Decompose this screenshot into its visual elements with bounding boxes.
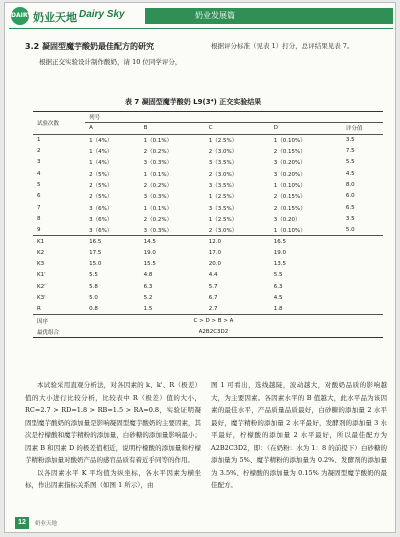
order-row	[33, 315, 383, 326]
k-row	[33, 304, 383, 315]
table-cell: K1'	[37, 272, 46, 279]
body-text-left	[25, 379, 201, 492]
section-heading: 3.2 凝固型魔芋酸奶最佳配方的研究	[25, 42, 154, 51]
table-cell: 16.5	[89, 238, 102, 245]
table-cell: 3（0.20%）	[273, 160, 306, 167]
table-cell: 2（0.15%）	[273, 205, 306, 212]
page-header	[5, 3, 396, 31]
header-score: 评分值	[345, 126, 363, 133]
intro-text-right: 根据评分标准（见表 1）打分，总评结果见表 7。	[211, 42, 354, 50]
table-cell: 1（2.5%）	[208, 194, 238, 201]
table-cell: K3'	[37, 294, 46, 301]
table-cell: 2.7	[208, 305, 218, 312]
body-paragraph: 本试验采用直观分析法，对各因素的 k、k'、R（极差）值的大小进行比较分析，比较表中 R（极差）值的大小，RC=2.7 > RD=1.8 > RB=1.5 > RA=0.8，实验证明凝固型魔芋酸奶的添加量是影响凝固型魔芋酸奶的主要因素，其次是柠檬酸和魔芋精粉的添加量，白砂糖的添加量影响最小；因素 B 和因素 D 的极差值相近，说明柠檬酸的添加量和柠檬芋精粉添加量对酸奶产品的感官品质有着近乎同等的作用。	[25, 381, 201, 464]
table-cell: 5.2	[143, 294, 153, 301]
table-cell: 4	[37, 170, 41, 177]
table-cell: 3（3.5%）	[208, 205, 238, 212]
k-row	[33, 281, 383, 292]
table-cell: 5.0	[89, 294, 98, 301]
table-cell: 0.8	[89, 305, 98, 312]
table-cell: 17.0	[208, 249, 221, 256]
table-cell-empty	[342, 270, 383, 281]
table-cell: 1.8	[273, 305, 283, 312]
table-cell: 19.0	[143, 249, 156, 256]
k-row	[33, 270, 383, 281]
table-cell: 5.5	[273, 272, 283, 279]
table-cell: 6.3	[273, 283, 283, 290]
k-row	[33, 247, 383, 258]
table-cell: 6.5	[345, 204, 355, 211]
table-cell: 1.5	[143, 305, 153, 312]
table-cell: 2（5%）	[89, 194, 113, 201]
k-row	[33, 236, 383, 247]
table-cell: 3（3.5%）	[208, 160, 238, 167]
table-cell: 3（0.20%）	[273, 171, 306, 178]
header-divider	[9, 28, 393, 29]
table-cell: 15.0	[89, 261, 102, 267]
body-paragraph: 以各因素水平 K 平均值为纵坐标，各水平因素为横坐标，作出因素指标关系图（如图 1 所示），由	[25, 468, 201, 489]
table-cell-empty	[342, 292, 383, 303]
table-cell: 3（0.20）	[273, 216, 301, 223]
body-paragraph: 图 1 可看出，选线越陡，波动越大，对酸奶品质的影响越大，为主要因素。各因素水平的 B 值越大，此水平品为该因素的最佳水平，产品质量品质最好，白砂糖的添加量 2 水平最好，魔芋精粉的添加量 2 水平最好，发酵剂的添加量 3 水平最好，柠檬酸的添加量 2 水平最好，所以最佳配方为 A2B2C3D2，即：（在奶粉：水为 1：8 的前提下）白砂糖的添加量为 5%、魔芋精粉的添加量为 0.2%、发酵剂的添加量为 3.5%、柠檬酸的添加量为 0.15% 为凝固型魔芋酸奶的最佳配方。	[211, 381, 387, 489]
table-cell: 2（0.15%）	[273, 194, 306, 201]
table-cell: 4.4	[208, 272, 218, 279]
brand-name-cn: 奶业天地	[33, 11, 77, 24]
table-cell: 6.7	[208, 294, 218, 301]
table-cell: 6	[37, 193, 41, 200]
table-cell: 5.7	[208, 283, 218, 290]
header-col-d: D	[273, 125, 279, 132]
table-cell: 3（3.5%）	[208, 182, 238, 189]
table-cell: 1（0.1%）	[143, 205, 173, 212]
table-cell: 4.5	[345, 170, 355, 177]
table-cell-empty	[342, 281, 383, 292]
section-label: 奶业发展篇	[145, 8, 393, 24]
table-cell: 6.0	[345, 193, 355, 200]
header-col-b: B	[143, 125, 148, 132]
intro-text-left: 根据正交实验设计制作酸奶，请 10 位同学评分，	[39, 58, 182, 66]
table-row	[33, 168, 383, 179]
table-cell: 3（6%）	[89, 216, 113, 223]
table-row	[33, 157, 383, 168]
table-cell: 14.5	[143, 238, 156, 245]
table-cell: 4.8	[143, 272, 153, 279]
table-cell: 3（6%）	[89, 227, 113, 234]
table-cell-empty	[342, 258, 383, 269]
table-cell: 5.5	[89, 272, 98, 279]
table-cell: R	[37, 305, 41, 312]
footer-label: 奶业天地	[35, 521, 58, 527]
table-cell: 2	[37, 148, 41, 155]
table-cell: 1（4%）	[89, 137, 113, 144]
brand-name-en: Dairy Sky	[79, 9, 125, 20]
table-cell: 2（0.15%）	[273, 149, 306, 156]
table-subheader-row	[33, 123, 383, 134]
table-cell: 7	[37, 204, 41, 211]
header-col-a: A	[89, 125, 93, 132]
table-cell: 1（0.10%）	[273, 182, 306, 189]
journal-page	[4, 2, 396, 533]
table-cell: 2（3.0%）	[208, 149, 238, 156]
table-cell-empty	[342, 326, 383, 337]
table-cell: 2（5%）	[89, 182, 113, 189]
table-cell: 16.5	[273, 238, 287, 245]
optimal-value: A2B2C3D2	[198, 328, 229, 335]
table-cell: 8.0	[345, 181, 355, 188]
table-row	[33, 145, 383, 156]
table-cell-empty	[342, 247, 383, 258]
table-cell: 9	[37, 226, 41, 233]
k-row	[33, 292, 383, 303]
table-cell: K1	[37, 238, 45, 245]
table-cell: 2（3.0%）	[208, 227, 238, 234]
table-row	[33, 202, 383, 213]
table-cell: 1（0.1%）	[143, 171, 173, 178]
table-cell: 5.5	[345, 159, 355, 166]
table-cell: 3	[37, 159, 41, 166]
table-cell: 3（0.3%）	[143, 194, 173, 201]
table-cell: 1	[37, 136, 41, 143]
table-cell: K2'	[37, 283, 46, 290]
table-cell: 1（4%）	[89, 149, 113, 156]
table-cell: 13.5	[273, 261, 287, 267]
table-cell: 2（0.2%）	[143, 216, 173, 223]
table-cell: 12.0	[208, 238, 221, 245]
table-row	[33, 213, 383, 224]
table-cell: 3（6%）	[89, 205, 113, 212]
table-cell: K2	[37, 249, 45, 256]
table-cell: 1（2.5%）	[208, 137, 238, 144]
table-cell: 3.5	[345, 215, 355, 222]
table-cell: 3（0.3%）	[143, 160, 173, 167]
header-trial: 试验次数	[37, 120, 60, 127]
optimal-row	[33, 326, 383, 337]
table-cell: 7.5	[345, 148, 355, 155]
order-label: 因序	[37, 318, 49, 325]
table-row	[33, 224, 383, 235]
table-cell: 20.0	[208, 261, 221, 267]
k-row	[33, 258, 383, 269]
table-row	[33, 134, 383, 145]
table-row	[33, 191, 383, 202]
table-cell: 4.5	[273, 294, 283, 301]
optimal-label: 最优组合	[37, 329, 60, 336]
table-cell: 2（3.0%）	[208, 171, 238, 178]
table-header-row	[33, 112, 383, 123]
header-score-spacer	[342, 112, 383, 123]
table-cell: 5	[37, 181, 41, 188]
table-cell: 1（2.5%）	[208, 216, 238, 223]
table-cell: 19.0	[273, 249, 287, 256]
table-cell: 8	[37, 215, 41, 222]
table-cell: 1（0.1%）	[143, 137, 173, 144]
table-row	[33, 179, 383, 190]
table-cell-empty	[342, 304, 383, 315]
orthogonal-results-table	[33, 111, 383, 338]
table-cell: 5.0	[345, 226, 355, 233]
table-cell: 2（0.2%）	[143, 182, 173, 189]
header-column-group: 列号	[89, 115, 101, 122]
dairy-logo-icon: DAIRY	[11, 7, 29, 25]
table-cell: 1（0.10%）	[273, 227, 306, 234]
table-cell: K3	[37, 261, 45, 267]
table-cell: 17.5	[89, 249, 102, 256]
body-text-right	[211, 379, 387, 492]
table-cell: 3（0.3%）	[143, 227, 173, 234]
table-cell: 2（0.2%）	[143, 149, 173, 156]
table-cell: 1（0.10%）	[273, 137, 306, 144]
page-number: 12	[15, 517, 29, 529]
table-cell: 2（5%）	[89, 171, 113, 178]
table-caption: 表 7 凝固型魔芋酸奶 L9(3⁴) 正交实验结果	[125, 98, 262, 106]
order-value: C > D > B > A	[193, 317, 234, 324]
header-col-c: C	[208, 125, 213, 132]
table-cell-empty	[342, 236, 383, 247]
table-cell: 5.8	[89, 283, 98, 290]
table-cell: 3.5	[345, 136, 355, 143]
table-cell-empty	[342, 315, 383, 326]
table-cell: 1（4%）	[89, 160, 113, 167]
table-cell: 15.5	[143, 261, 156, 267]
table-cell: 6.3	[143, 283, 153, 290]
